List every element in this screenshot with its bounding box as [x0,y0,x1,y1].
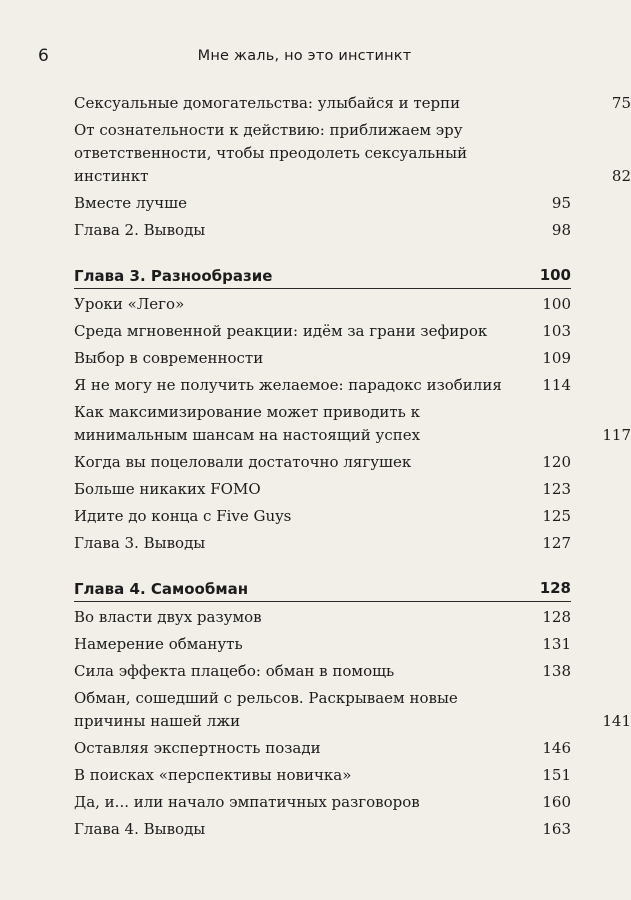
toc-entry-page: 95 [551,194,571,212]
toc-entry-page: 127 [542,534,571,552]
toc-entry [74,119,631,188]
toc-entry [74,401,631,447]
toc-entry [74,192,571,215]
toc-entry-title: Идите до конца с Five Guys [74,507,292,525]
toc-entry-title: В поисках «перспективы новичка» [74,766,352,784]
toc-entry [74,818,571,841]
toc-entry-title: Обман, сошедший с рельсов. Раскрываем новые причины нашей лжи [74,689,458,730]
chapter-page: 128 [539,579,571,597]
toc-entry-page: 163 [542,820,571,838]
toc-entry-page: 117 [602,426,631,444]
toc-entry-title: Оставляя экспертность позади [74,739,321,757]
chapter-title: Глава 4. Самообман [74,580,249,598]
toc-entry-page: 103 [542,322,571,340]
chapter-page: 100 [539,266,571,284]
toc-entry-title: Глава 4. Выводы [74,820,206,838]
toc-entry-page: 82 [611,167,631,185]
toc-entry [74,219,571,242]
toc-entry-page: 114 [542,376,571,394]
toc-entry-page: 160 [542,793,571,811]
toc-entry-title: Глава 3. Выводы [74,534,206,552]
toc-entry-title: Глава 2. Выводы [74,221,206,239]
toc-entry [74,347,571,370]
toc-entry [74,374,571,397]
toc-entry-page: 100 [542,295,571,313]
toc-entry-title: Намерение обмануть [74,635,243,653]
chapter-heading [74,265,571,289]
toc-entry [74,92,631,115]
toc-entry-title: Я не могу не получить желаемое: парадокс изобилия [74,376,502,394]
toc-entry-page: 75 [611,94,631,112]
chapter-title: Глава 3. Разнообразие [74,267,273,285]
toc-entry-page: 141 [602,712,631,730]
toc-entry-page: 131 [542,635,571,653]
toc-entry-title: Уроки «Лего» [74,295,185,313]
toc-entry-title: Да, и... или начало эмпатичных разговоров [74,793,420,811]
toc-entry [74,478,571,501]
chapter-heading [74,578,571,602]
toc-entry-page: 138 [542,662,571,680]
toc-entry [74,320,571,343]
toc-entry-title: Как максимизирование может приводить к минимальным шансам на настоящий успех [74,403,421,444]
page-number: 6 [38,46,49,66]
toc-entry-page: 151 [542,766,571,784]
toc-entry-title: Во власти двух разумов [74,608,262,626]
toc-entry [74,764,571,787]
toc-entry [74,633,571,656]
running-title: Мне жаль, но это инстинкт [197,48,412,64]
toc-entry-page: 146 [542,739,571,757]
toc-entry [74,451,571,474]
toc-entry [74,532,571,555]
toc-entry-title: От сознательности к действию: приближаем эру ответственности, чтобы преодолеть сексуальный инстинкт [74,121,468,185]
toc-entry-title: Выбор в современности [74,349,264,367]
page-header [0,46,609,70]
toc-entry-title: Сила эффекта плацебо: обман в помощь [74,662,395,680]
toc-entry [74,606,571,629]
toc-entry-page: 125 [542,507,571,525]
toc-entry-page: 120 [542,453,571,471]
toc-entry [74,293,571,316]
toc-entry-page: 128 [542,608,571,626]
toc-entry [74,505,571,528]
toc-entry-title: Когда вы поцеловали достаточно лягушек [74,453,412,471]
toc-entry-title: Сексуальные домогательства: улыбайся и терпи [74,94,461,112]
toc-entry-title: Больше никаких FOMO [74,480,261,498]
toc-entry-page: 98 [551,221,571,239]
toc-entry [74,791,571,814]
toc-entry-title: Среда мгновенной реакции: идём за грани зефирок [74,322,488,340]
toc-entry [74,687,631,733]
toc-entry [74,737,571,760]
toc-entry-title: Вместе лучше [74,194,188,212]
toc-entry [74,660,571,683]
table-of-contents [74,92,631,845]
toc-entry-page: 109 [542,349,571,367]
toc-entry-page: 123 [542,480,571,498]
